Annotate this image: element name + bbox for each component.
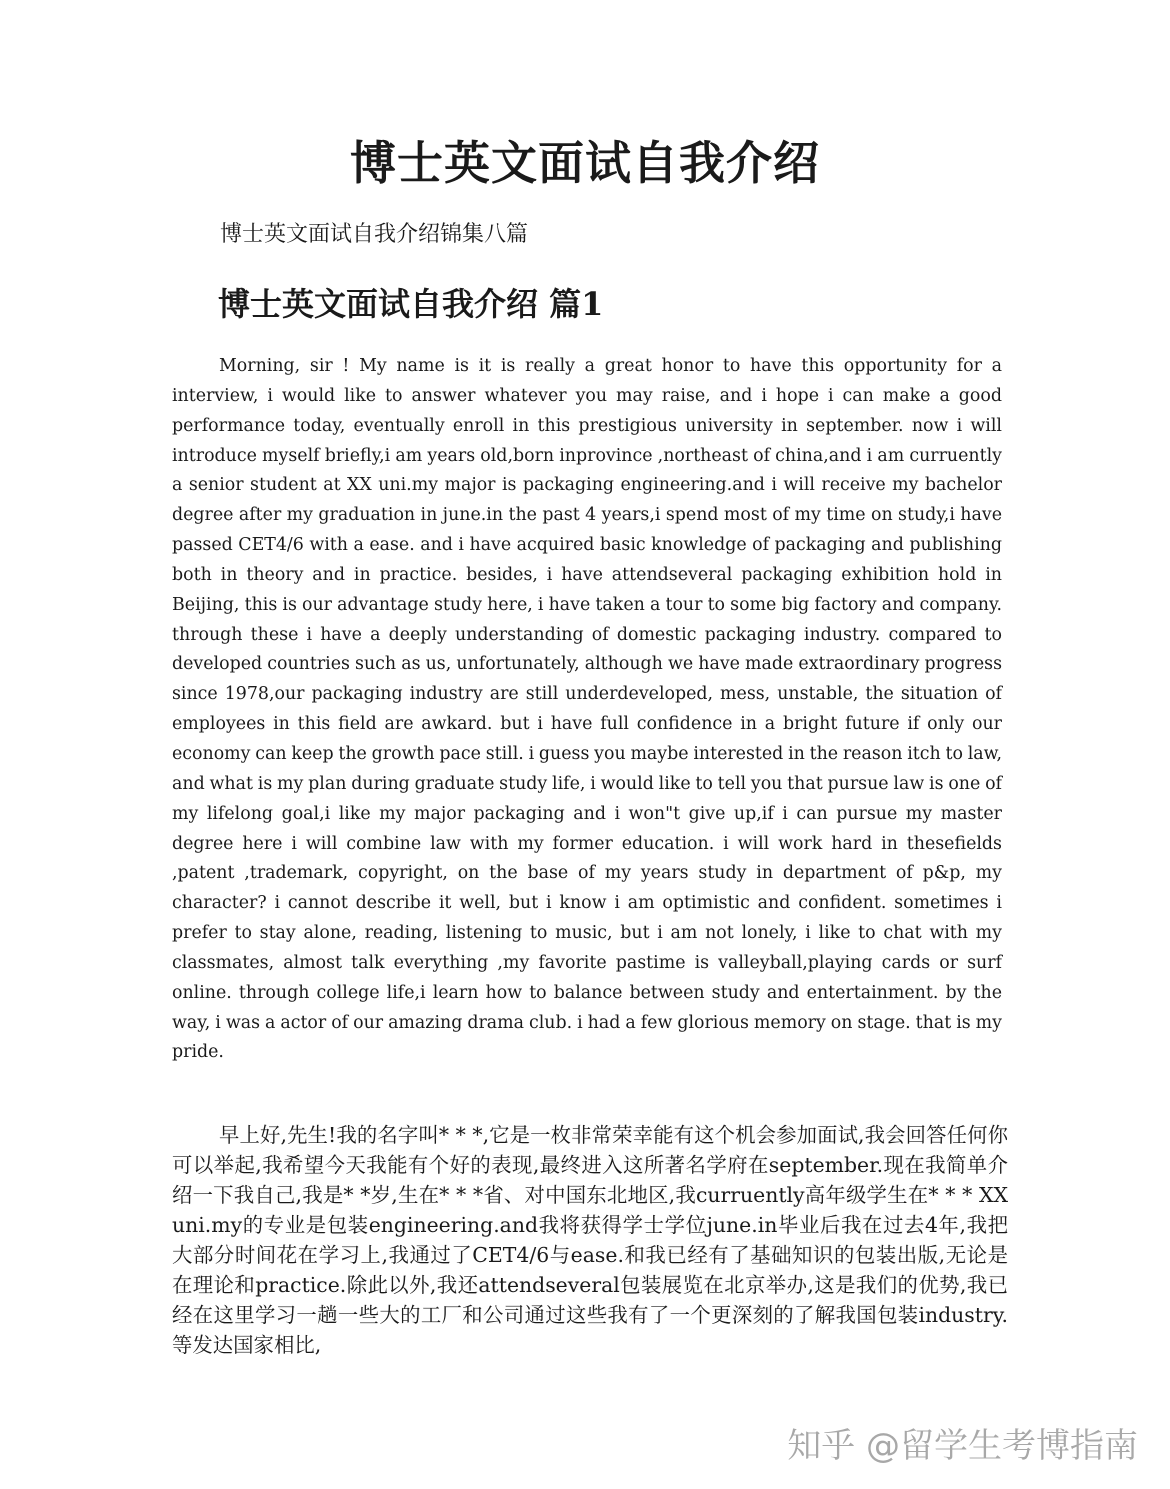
chinese-paragraph: 早上好,先生!我的名字叫* * *,它是一枚非常荣幸能有这个机会参加面试,我会回答任何你可以举起,我希望今天我能有个好的表现,最终进入这所著名学府在september.现在我简单介绍一下我自己,我是* *岁,生在* * *省、对中国东北地区,我curruently高年级学生在* * * XX uni.my的专业是包装engineering.and我将获得学士学位june.in毕业后我在过去4年,我把大部分时间花在学习上,我通过了CET4/6与ease.和我已经有了基础知识的包装出版,无论是在理论和practice.除此以外,我还attendseveral包装展览在北京举办,这是我们的优势,我已经在这里学习一趟一些大的工厂和公司通过这些我有了一个更深刻的了解我国包装industry.等发达国家相比, [172, 1123, 1008, 1357]
english-paragraph: Morning, sir ! My name is it is really a great honor to have this opportunity for a interview, i would like to answer whatever you may raise, and i hope i can make a good performance today, eventually enroll in this prestigious university in september. now i will introduce myself briefly,i am years old,born inprovince ,northeast of china,and i am curruently a senior student at XX uni.my major is packaging engineering.and i will receive my bachelor degree after my graduation in june.in the past 4 years,i spend most of my time on study,i have passed CET4/6 with a ease. and i have acquired basic knowledge of packaging and publishing both in theory and in practice. besides, i have attendseveral packaging exhibition hold in Beijing, this is our advantage study here, i have taken a tour to some big factory and company. through these i have a deeply understanding of domestic packaging industry. compared to developed countries such as us, unfortunately, although we have made extraordinary progress since 1978,our packaging industry are still underdeveloped, mess, unstable, the situation of employees in this field are awkard. but i have full confidence in a bright future if only our economy can keep the growth pace still. i guess you maybe interested in the reason itch to law, and what is my plan during graduate study life, i would like to tell you that pursue law is one of my lifelong goal,i like my major packaging and i won"t give up,if i can pursue my master degree here i will combine law with my former education. i will work hard in thesefields ,patent ,trademark, copyright, on the base of my years study in department of p&p, my character? i cannot describe it well, but i know i am optimistic and confident. sometimes i prefer to stay alone, reading, listening to music, but i am not lonely, i like to chat with my classmates, almost talk everything ,my favorite pastime is valleyball,playing cards or surf online. through college life,i learn how to balance between study and entertainment. by the way, i was a actor of our amazing drama club. i had a few glorious memory on stage. that is my pride. [172, 356, 1002, 1063]
document-subtitle: 博士英文面试自我介绍锦集八篇 [220, 222, 529, 247]
document-title: 博士英文面试自我介绍 [350, 136, 820, 190]
section-heading: 博士英文面试自我介绍 篇1 [218, 285, 604, 323]
zhihu-watermark: 知乎 @留学生考博指南 [787, 1426, 1138, 1466]
